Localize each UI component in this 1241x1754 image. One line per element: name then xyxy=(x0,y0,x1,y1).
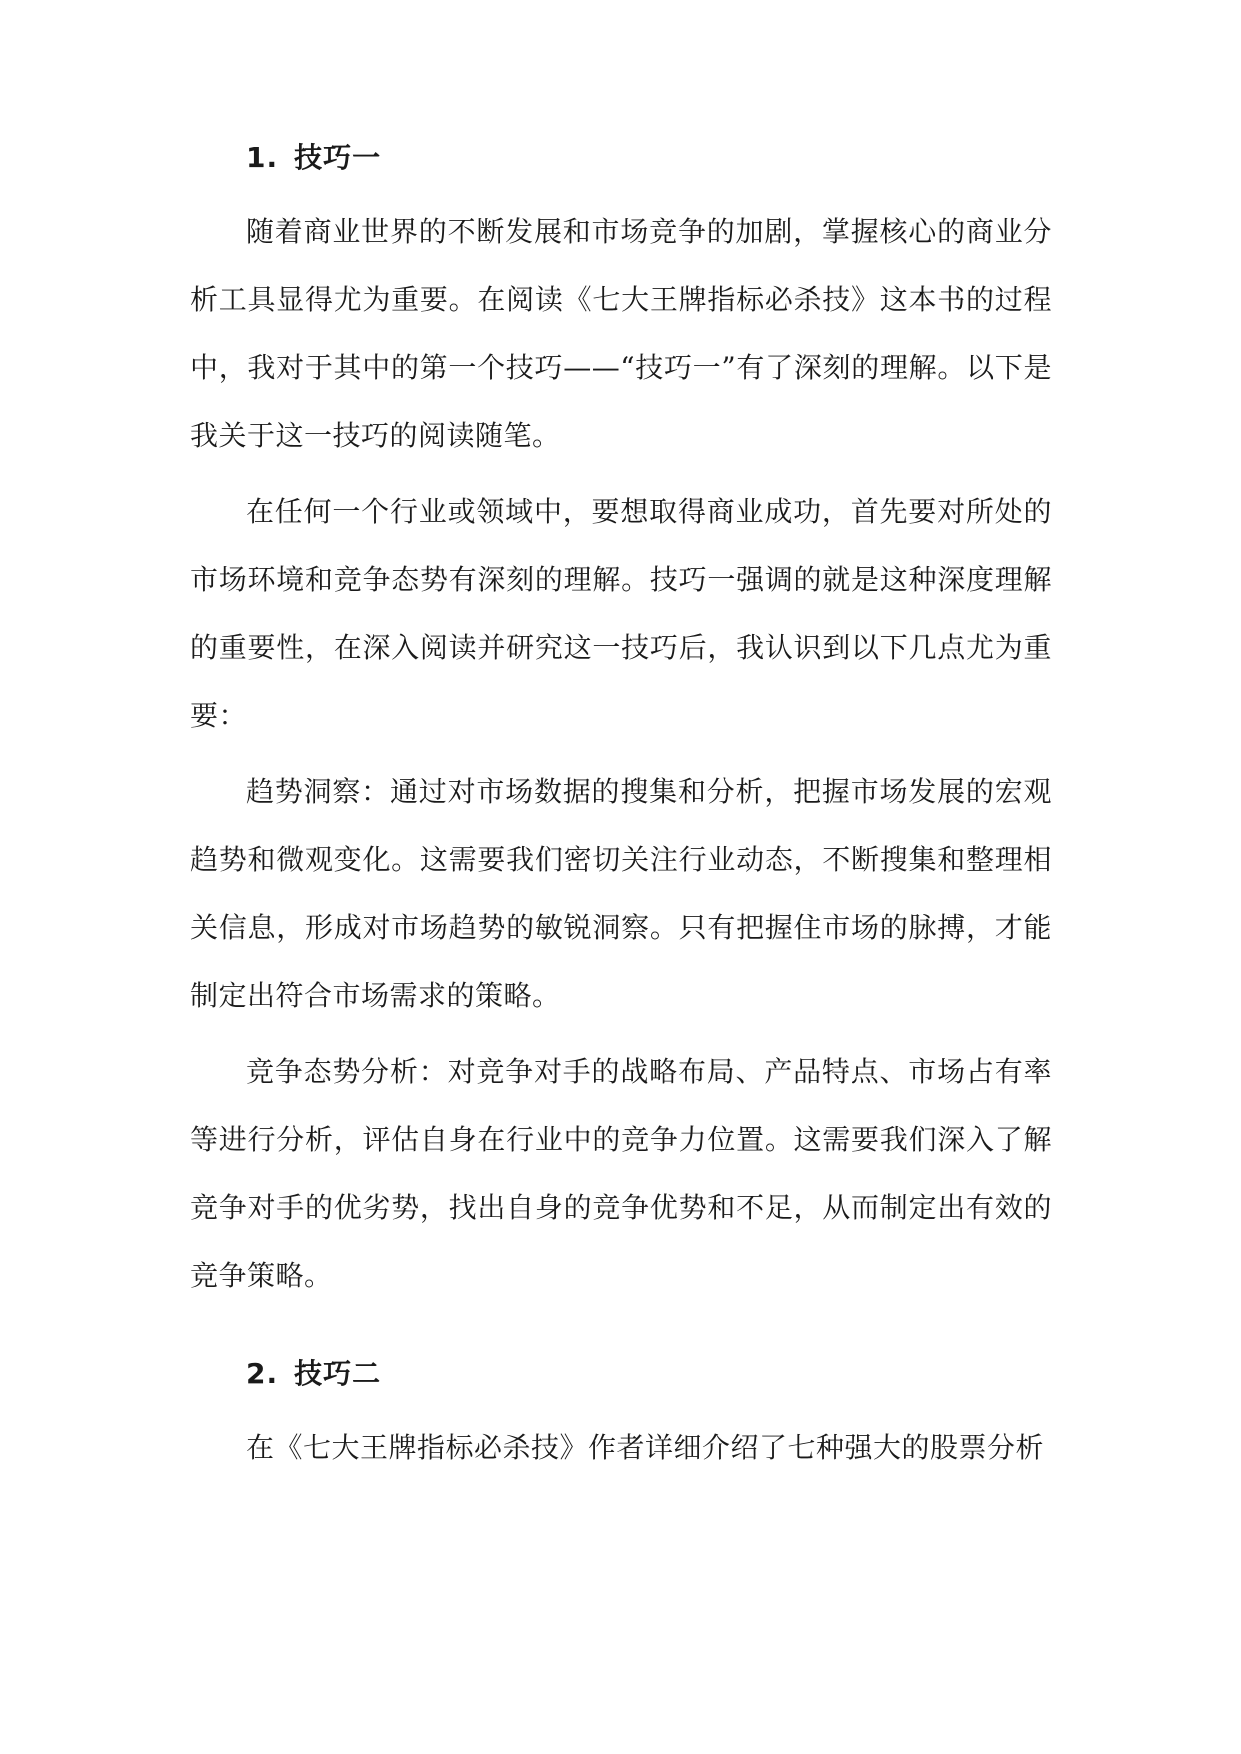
section-number: 1. xyxy=(246,141,279,174)
section-heading-1 xyxy=(190,138,1052,178)
paragraph: 在任何一个行业或领域中，要想取得商业成功，首先要对所处的市场环境和竞争态势有深刻的理解。技巧一强调的就是这种深度理解的重要性，在深入阅读并研究这一技巧后，我认识到以下几点尤为重要： xyxy=(190,495,1052,732)
paragraph: 竞争态势分析：对竞争对手的战略布局、产品特点、市场占有率等进行分析，评估自身在行业中的竞争力位置。这需要我们深入了解竞争对手的优劣势，找出自身的竞争优势和不足，从而制定出有效的竞争策略。 xyxy=(190,1055,1052,1292)
section-title: 技巧一 xyxy=(294,141,382,174)
section-heading-2 xyxy=(190,1354,1052,1394)
section-title: 技巧二 xyxy=(294,1357,382,1390)
document-page xyxy=(190,138,1052,1490)
paragraph: 趋势洞察：通过对市场数据的搜集和分析，把握市场发展的宏观趋势和微观变化。这需要我们密切关注行业动态，不断搜集和整理相关信息，形成对市场趋势的敏锐洞察。只有把握住市场的脉搏，才能制定出符合市场需求的策略。 xyxy=(190,775,1052,1012)
section-spacer xyxy=(190,1318,1052,1354)
paragraph: 在《七大王牌指标必杀技》作者详细介绍了七种强大的股票分析 xyxy=(246,1431,1045,1464)
paragraph: 随着商业世界的不断发展和市场竞争的加剧，掌握核心的商业分析工具显得尤为重要。在阅读《七大王牌指标必杀技》这本书的过程中，我对于其中的第一个技巧——“技巧一”有了深刻的理解。以下是我关于这一技巧的阅读随笔。 xyxy=(190,215,1052,452)
section-number: 2. xyxy=(246,1357,279,1390)
